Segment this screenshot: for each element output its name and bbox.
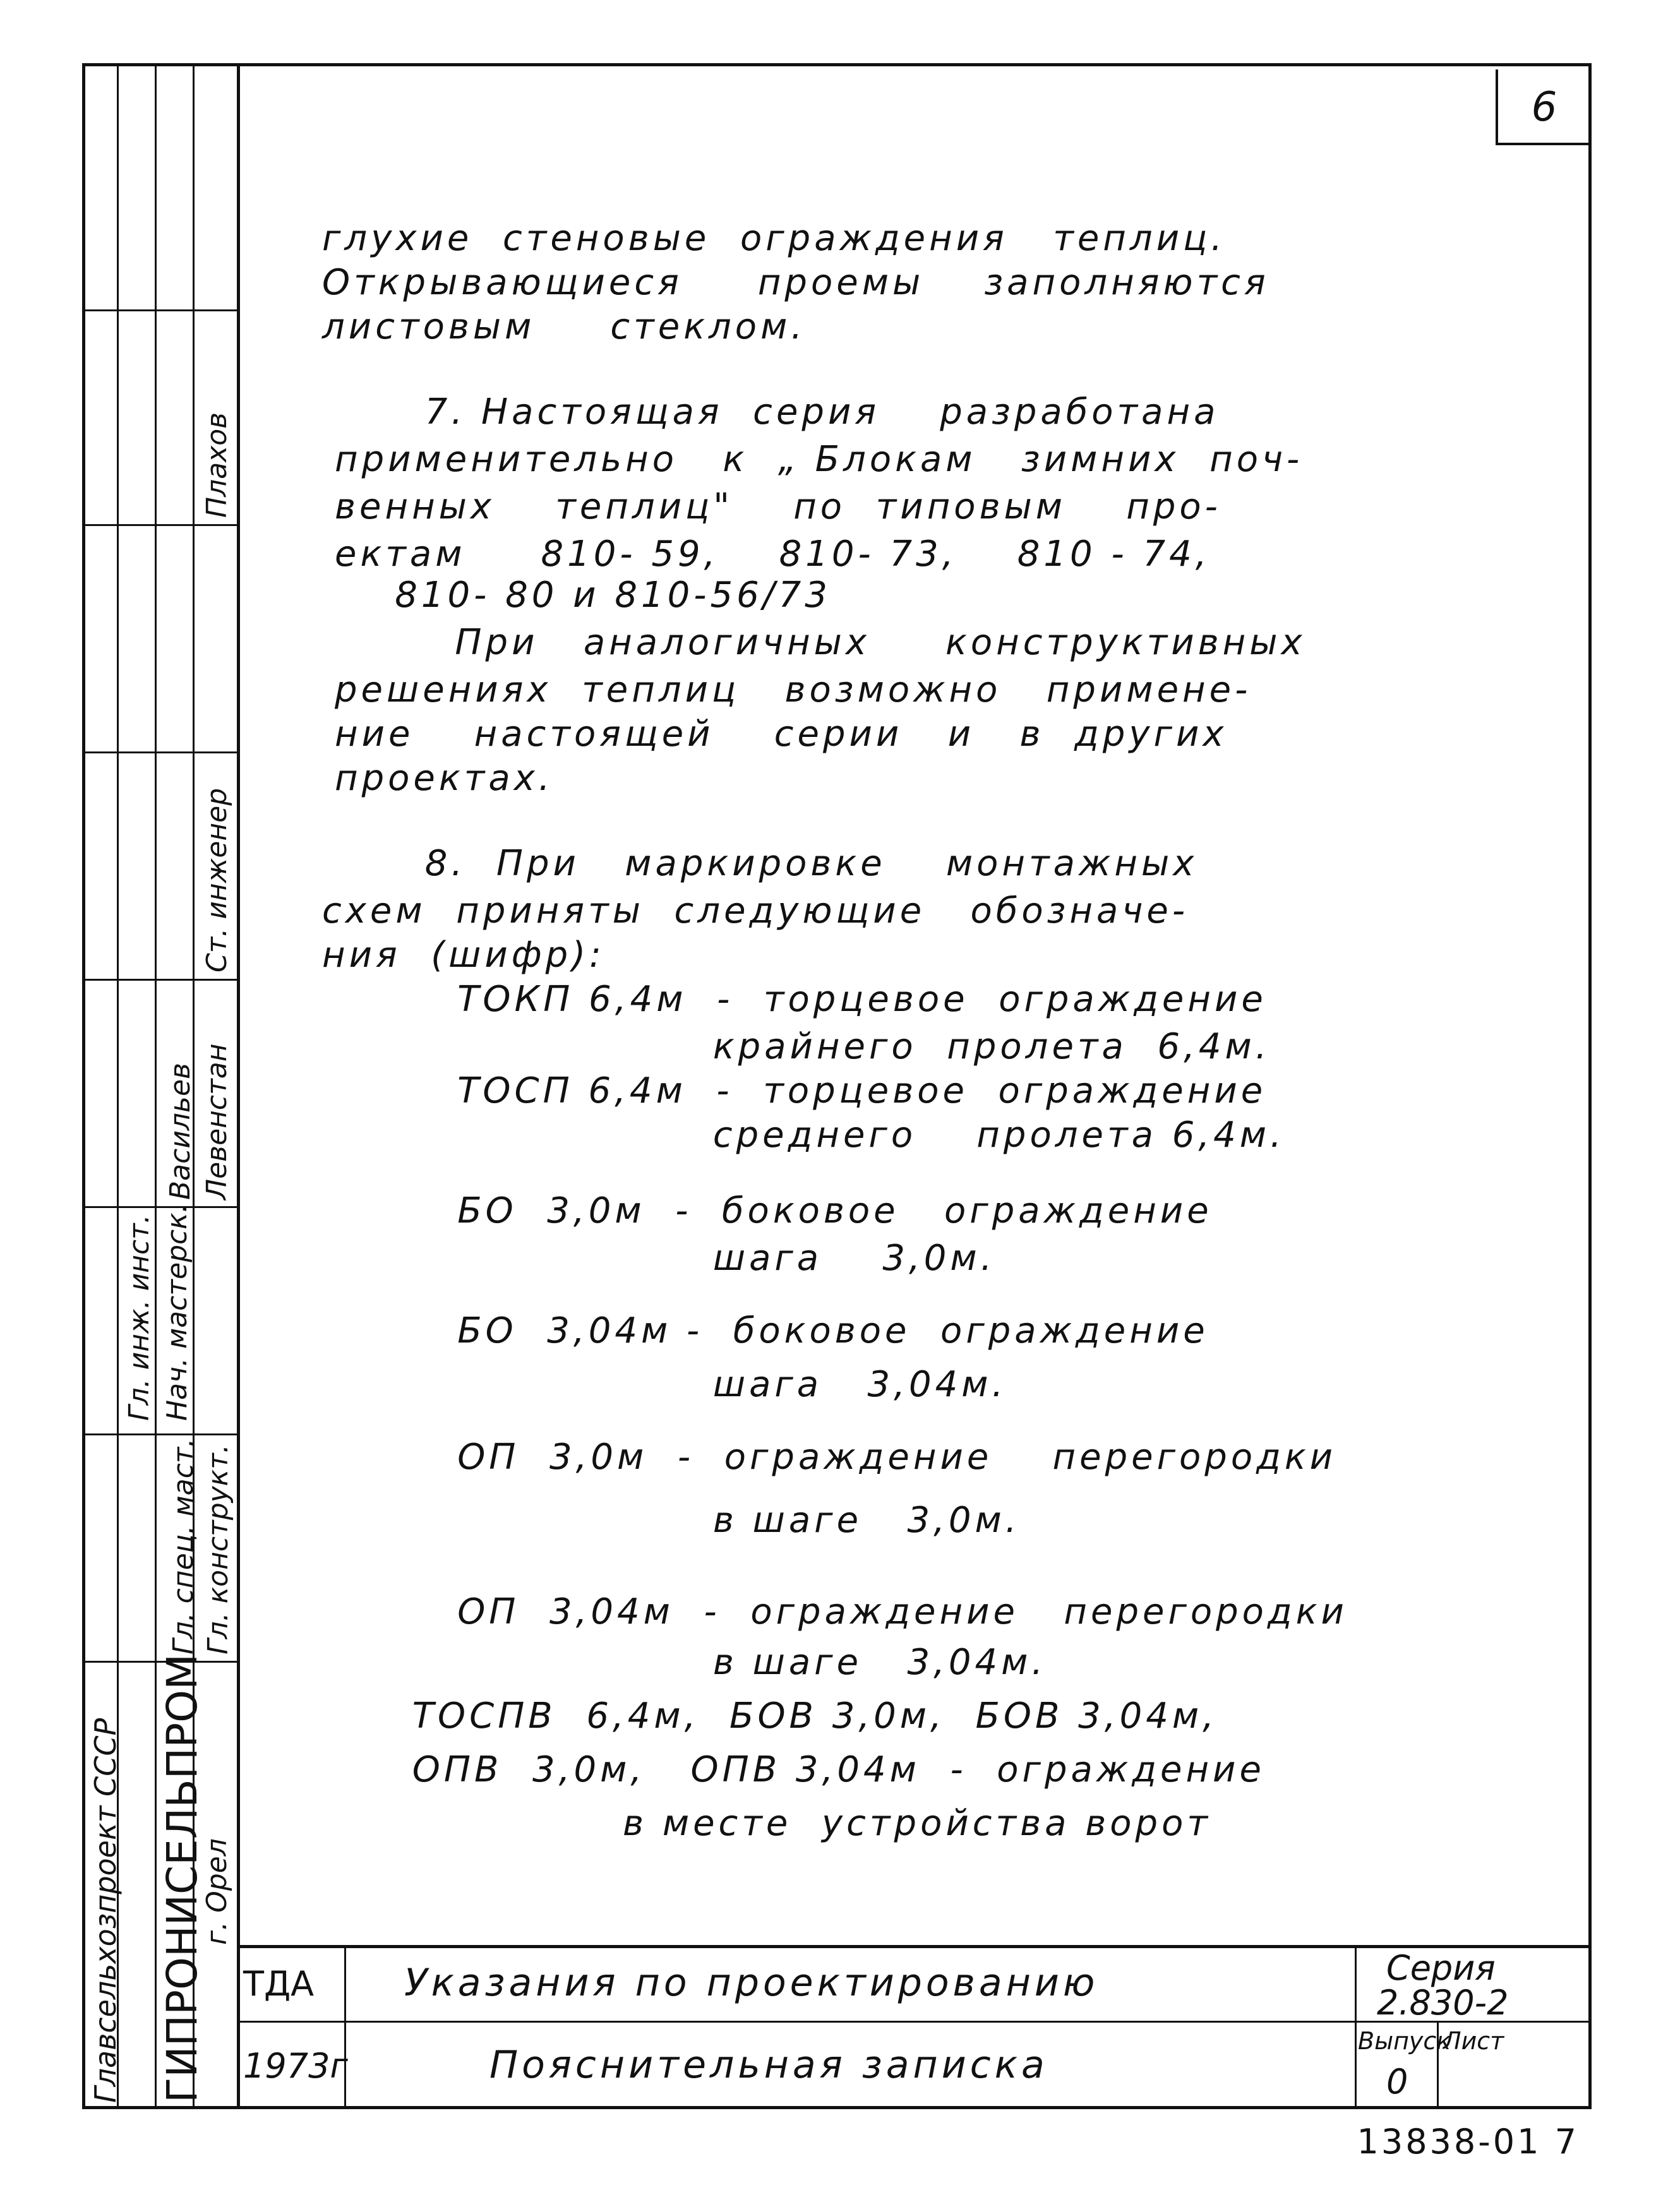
sidebar-role: Гл. спец. маст.	[167, 1438, 200, 1654]
org-code: ТДА	[243, 1964, 315, 2004]
body-line: решениях теплиц возможно примене-	[335, 669, 1252, 710]
body-line: схем приняты следующие обозначе-	[322, 890, 1189, 931]
document-title: Указания по проектированию	[404, 1961, 1099, 2005]
sheet-number: 6	[1496, 69, 1590, 145]
sidebar-role: Гл. инж. инст.	[123, 1214, 155, 1421]
issue-value: 0	[1386, 2062, 1408, 2102]
sidebar-divider-2	[155, 63, 157, 2109]
sidebar-name: Васильев	[164, 1063, 196, 1200]
year: 1973г	[243, 2046, 348, 2086]
series-value: 2.830-2	[1377, 1983, 1509, 2023]
sidebar-name: Ст. инженер	[201, 787, 233, 972]
body-line: 8. При маркировке монтажных	[335, 843, 1198, 884]
body-line: шага 3,0м.	[322, 1238, 996, 1279]
body-line: в шаге 3,04м.	[322, 1642, 1047, 1683]
sidebar-name: Плахов	[201, 412, 233, 518]
body-line: При аналогичных конструктивных	[335, 622, 1306, 663]
sidebar-row-line	[82, 524, 237, 526]
sidebar-role: Гл. конструкт.	[202, 1444, 234, 1654]
body-line: ектам 810- 59, 810- 73, 810 - 74,	[335, 534, 1211, 575]
body-line: крайнего пролета 6,4м.	[322, 1026, 1271, 1067]
body-line: 7. Настоящая серия разработана	[335, 392, 1220, 433]
sidebar-org: Главсельхозпроект СССР	[88, 1718, 123, 2103]
body-line: в шаге 3,0м.	[322, 1500, 1021, 1541]
body-line: ОП 3,04м - ограждение перегородки	[322, 1591, 1348, 1632]
sidebar-name: Левенстан	[201, 1043, 233, 1200]
sidebar-row-line	[82, 1206, 237, 1208]
body-line: БО 3,04м - боковое ограждение	[322, 1310, 1209, 1351]
body-line: венных теплиц" по типовым про-	[335, 486, 1221, 527]
sheet-label: Лист	[1443, 2027, 1504, 2055]
sidebar-institute: ГИПРОНИСЕЛЬПРОМ	[158, 1653, 207, 2103]
body-line: ТОКП 6,4м - торцевое ограждение	[322, 979, 1267, 1020]
issue-label: Выпуск	[1358, 2027, 1451, 2055]
sidebar-row-line	[82, 979, 237, 981]
body-line: ние настоящей серии и в других	[335, 714, 1228, 755]
sidebar-role: Нач. мастерск.	[161, 1204, 193, 1421]
body-line: применительно к „ Блокам зимних поч-	[335, 439, 1304, 480]
body-line: ОПВ 3,0м, ОПВ 3,04м - ограждение	[322, 1749, 1265, 1790]
body-line: 810- 80 и 810-56/73	[335, 575, 831, 616]
body-line: среднего пролета 6,4м.	[322, 1115, 1285, 1156]
body-line: ния (шифр):	[322, 935, 605, 976]
sidebar-row-line	[82, 751, 237, 753]
body-line: БО 3,0м - боковое ограждение	[322, 1190, 1213, 1231]
title-block-divider	[1355, 1945, 1357, 2109]
body-line: Открывающиеся проемы заполняются	[322, 262, 1269, 303]
body-line: глухие стеновые ограждения теплиц.	[322, 218, 1227, 259]
sidebar-row-line	[82, 309, 237, 311]
sidebar-city: г. Орел	[201, 1838, 233, 1945]
body-line: проектах.	[335, 758, 554, 799]
body-line: шага 3,04м.	[322, 1364, 1007, 1405]
body-line: в месте устройства ворот	[322, 1803, 1211, 1844]
series-label: Серия	[1386, 1948, 1496, 1988]
body-line: ТОСП 6,4м - торцевое ограждение	[322, 1070, 1267, 1111]
body-line: ТОСПВ 6,4м, БОВ 3,0м, БОВ 3,04м,	[322, 1696, 1218, 1737]
body-line: листовым стеклом.	[322, 306, 807, 347]
document-subtitle: Пояснительная записка	[489, 2043, 1048, 2087]
document-code: 13838-01 7	[1357, 2122, 1579, 2162]
sidebar-row-line	[82, 1433, 237, 1435]
body-line: ОП 3,0м - ограждение перегородки	[322, 1437, 1337, 1478]
